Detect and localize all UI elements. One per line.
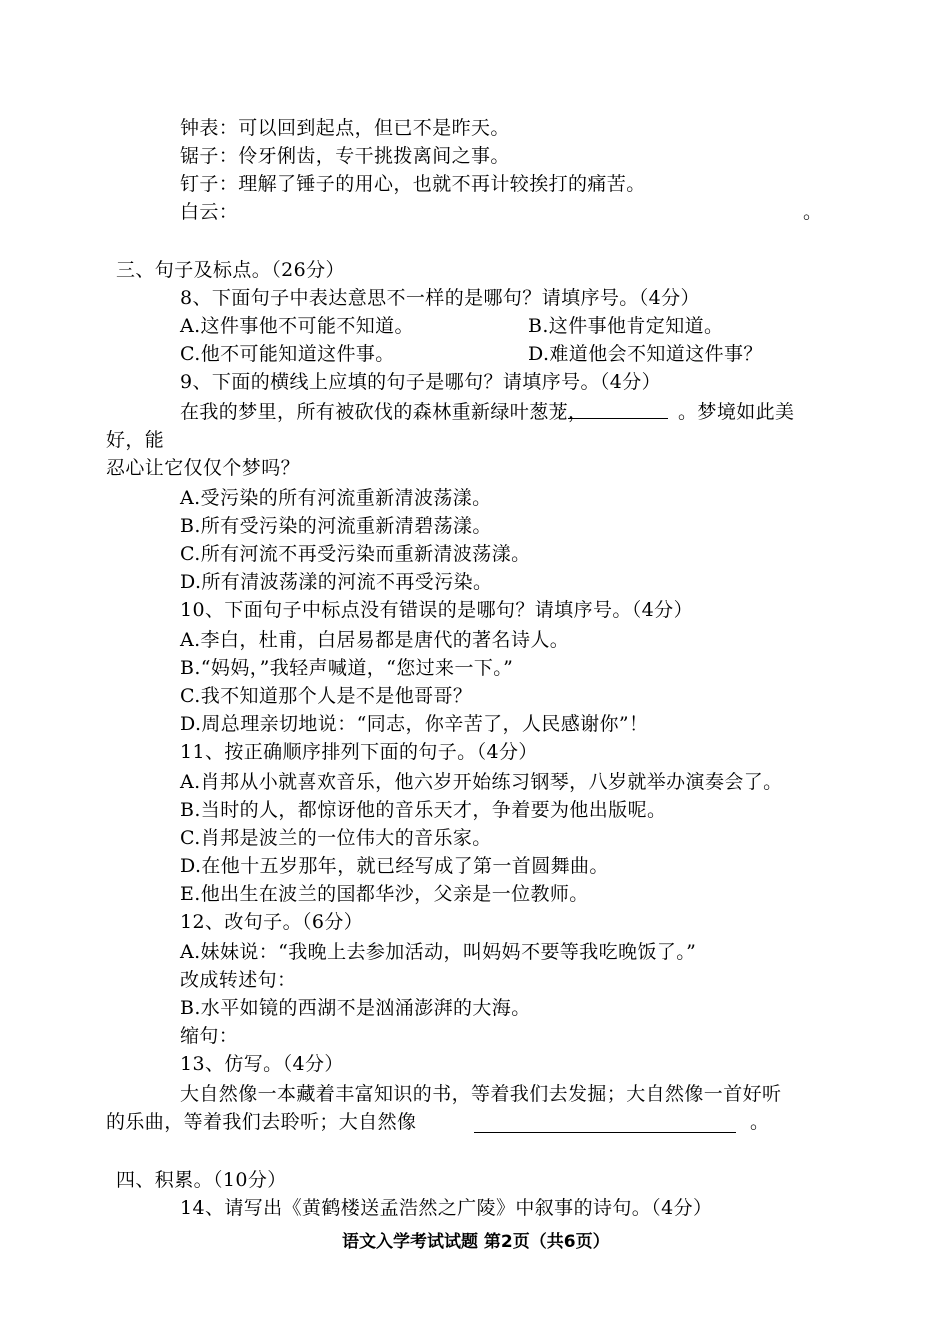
text-label: 白云： (180, 201, 239, 223)
option: A.肖邦从小就喜欢音乐，他六岁开始练习钢琴，八岁就举办演奏会了。 (180, 771, 783, 793)
option: C.肖邦是波兰的一位伟大的音乐家。 (180, 827, 492, 849)
option: B.这件事他肯定知道。 (528, 315, 724, 337)
option: D.周总理亲切地说：“同志，你辛苦了，人民感谢你”！ (180, 713, 649, 735)
page-footer: 语文入学考试试题 第2页（共6页） (342, 1232, 610, 1252)
option: B.“妈妈，”我轻声喊道，“您过来一下。” (180, 657, 514, 679)
section-title: 三、句子及标点。（26分） (116, 259, 345, 281)
question-sentence: 大自然像一本藏着丰富知识的书，等着我们去发掘；大自然像一首好听 (180, 1083, 782, 1105)
option: E.他出生在波兰的国都华沙，父亲是一位教师。 (180, 883, 589, 905)
sentence-part: 。梦境如此美 (678, 401, 795, 423)
text-period: 。 (750, 1111, 770, 1133)
text-line: 好，能 (106, 429, 165, 451)
question-sentence (180, 398, 794, 426)
text-line: 忍心让它仅仅个梦吗？ (106, 457, 301, 479)
sentence-part: 在我的梦里，所有被砍伐的森林重新绿叶葱茏 (180, 401, 569, 423)
option: A.李白，杜甫，白居易都是唐代的著名诗人。 (180, 629, 570, 651)
text-line: 锯子：伶牙俐齿，专干挑拨离间之事。 (180, 145, 510, 167)
question-title: 8、下面句子中表达意思不一样的是哪句？请填序号。（4分） (180, 287, 700, 309)
option: B.当时的人，都惊讶他的音乐天才，争着要为他出版呢。 (180, 799, 667, 821)
text-period: 。 (803, 201, 823, 223)
instruction: 缩句： (180, 1025, 239, 1047)
text-line: 钉子：理解了锤子的用心，也就不再计较挨打的痛苦。 (180, 173, 646, 195)
instruction: 改成转述句： (180, 969, 297, 991)
section-title: 四、积累。（10分） (116, 1169, 287, 1191)
comma: ， (568, 401, 588, 423)
option: D.难道他会不知道这件事？ (528, 343, 763, 365)
option: A.受污染的所有河流重新清波荡漾。 (180, 487, 492, 509)
fill-blank (474, 1112, 736, 1133)
question-title: 14、请写出《黄鹤楼送孟浩然之广陵》中叙事的诗句。（4分） (180, 1197, 713, 1219)
option: C.我不知道那个人是不是他哥哥？ (180, 685, 473, 707)
question-title: 13、仿写。（4分） (180, 1053, 344, 1075)
option: C.所有河流不再受污染而重新清波荡漾。 (180, 543, 531, 565)
option: A.妹妹说：“我晚上去参加活动，叫妈妈不要等我吃晚饭了。” (180, 941, 697, 963)
question-title: 10、下面句子中标点没有错误的是哪句？请填序号。（4分） (180, 599, 693, 621)
option: A.这件事他不可能不知道。 (180, 315, 414, 337)
question-sentence: 的乐曲，等着我们去聆听；大自然像 (106, 1111, 417, 1133)
option: C.他不可能知道这件事。 (180, 343, 395, 365)
fill-blank (568, 398, 668, 423)
option: B.所有受污染的河流重新清碧荡漾。 (180, 515, 492, 537)
text-line: 钟表：可以回到起点，但已不是昨天。 (180, 117, 510, 139)
question-title: 12、改句子。（6分） (180, 911, 364, 933)
option: D.所有清波荡漾的河流不再受污染。 (180, 571, 493, 593)
option: B.水平如镜的西湖不是汹涌澎湃的大海。 (180, 997, 531, 1019)
question-title: 9、下面的横线上应填的句子是哪句？请填序号。（4分） (180, 371, 662, 393)
answer-line-baiyun (180, 198, 238, 226)
option: D.在他十五岁那年，就已经写成了第一首圆舞曲。 (180, 855, 609, 877)
question-title: 11、按正确顺序排列下面的句子。（4分） (180, 741, 538, 763)
